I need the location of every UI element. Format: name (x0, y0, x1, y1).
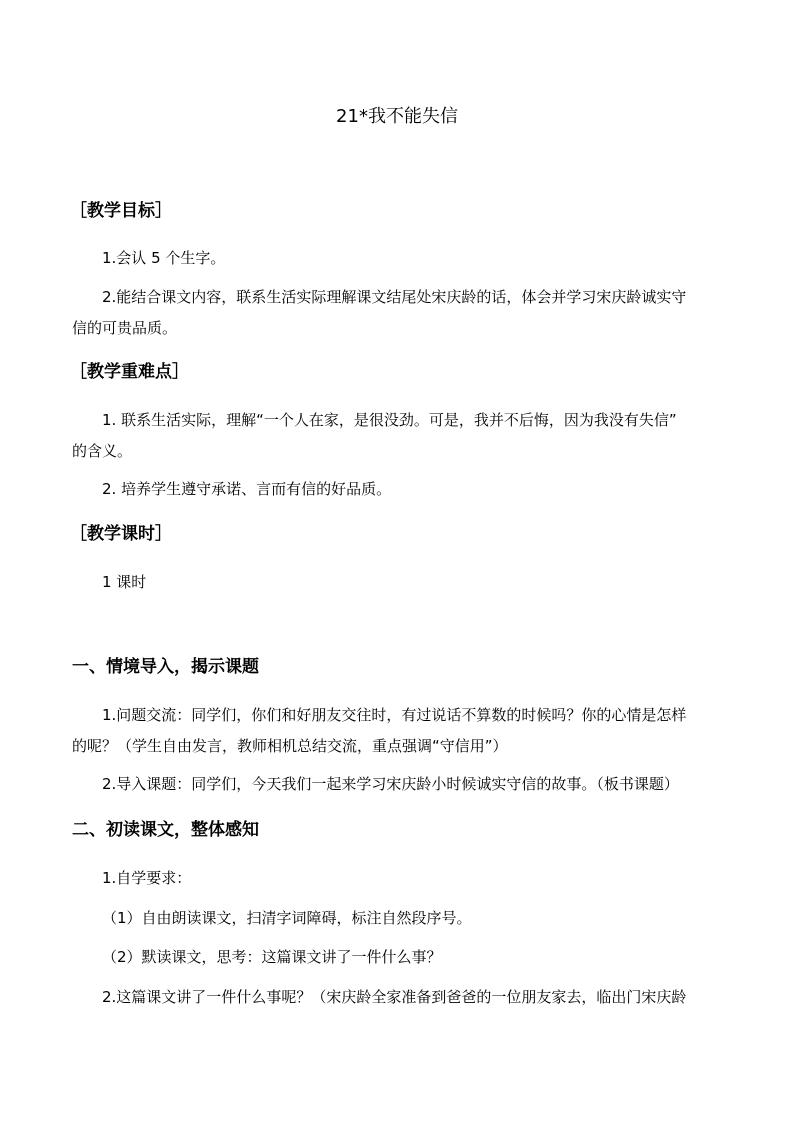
key-points-item-1-line-1: 1. 联系生活实际，理解“一个人在家，是很没劲。可是，我并不后悔，因为我没有失信” (102, 411, 677, 429)
part2-heading: 二、初读课文，整体感知 (72, 820, 259, 840)
key-points-heading: ［教学重难点］ (70, 362, 189, 382)
goals-item-2 (72, 287, 722, 338)
goals-item-2-line-1: 2.能结合课文内容，联系生活实际理解课文结尾处宋庆龄的话，体会并学习宋庆龄诚实守 (102, 288, 687, 306)
goals-heading: ［教学目标］ (70, 201, 172, 221)
part1-heading: 一、情境导入，揭示课题 (72, 657, 259, 677)
part2-item-1: 1.自学要求： (102, 869, 192, 887)
part2-sub-1: （1）自由朗读课文，扫清字词障碍，标注自然段序号。 (102, 909, 472, 927)
part2-item-2-line-1: 2.这篇课文讲了一件什么事呢？（宋庆龄全家准备到爸爸的一位朋友家去，临出门宋庆龄 (102, 988, 687, 1006)
key-points-item-1-line-2: 的含义。 (72, 442, 133, 460)
part1-item-2: 2.导入课题：同学们，今天我们一起来学习宋庆龄小时候诚实守信的故事。（板书课题） (102, 775, 679, 793)
key-points-item-1 (72, 410, 722, 461)
goals-item-1: 1.会认 5 个生字。 (102, 249, 226, 267)
hours-value: 1 课时 (102, 573, 147, 591)
key-points-item-2: 2. 培养学生遵守承诺、言而有信的好品质。 (102, 480, 392, 498)
hours-heading: ［教学课时］ (70, 524, 172, 544)
part1-item-1-line-1: 1.问题交流：同学们，你们和好朋友交往时，有过说话不算数的时候吗？你的心情是怎样 (102, 706, 687, 724)
part1-item-1-line-2: 的呢？（学生自由发言，教师相机总结交流，重点强调“守信用”） (72, 737, 508, 755)
goals-item-2-line-2: 信的可贵品质。 (72, 319, 178, 337)
document-title: 21*我不能失信 (336, 106, 458, 127)
part1-item-1 (72, 705, 722, 756)
part2-sub-2: （2）默读课文，思考：这篇课文讲了一件什么事？ (102, 948, 442, 966)
